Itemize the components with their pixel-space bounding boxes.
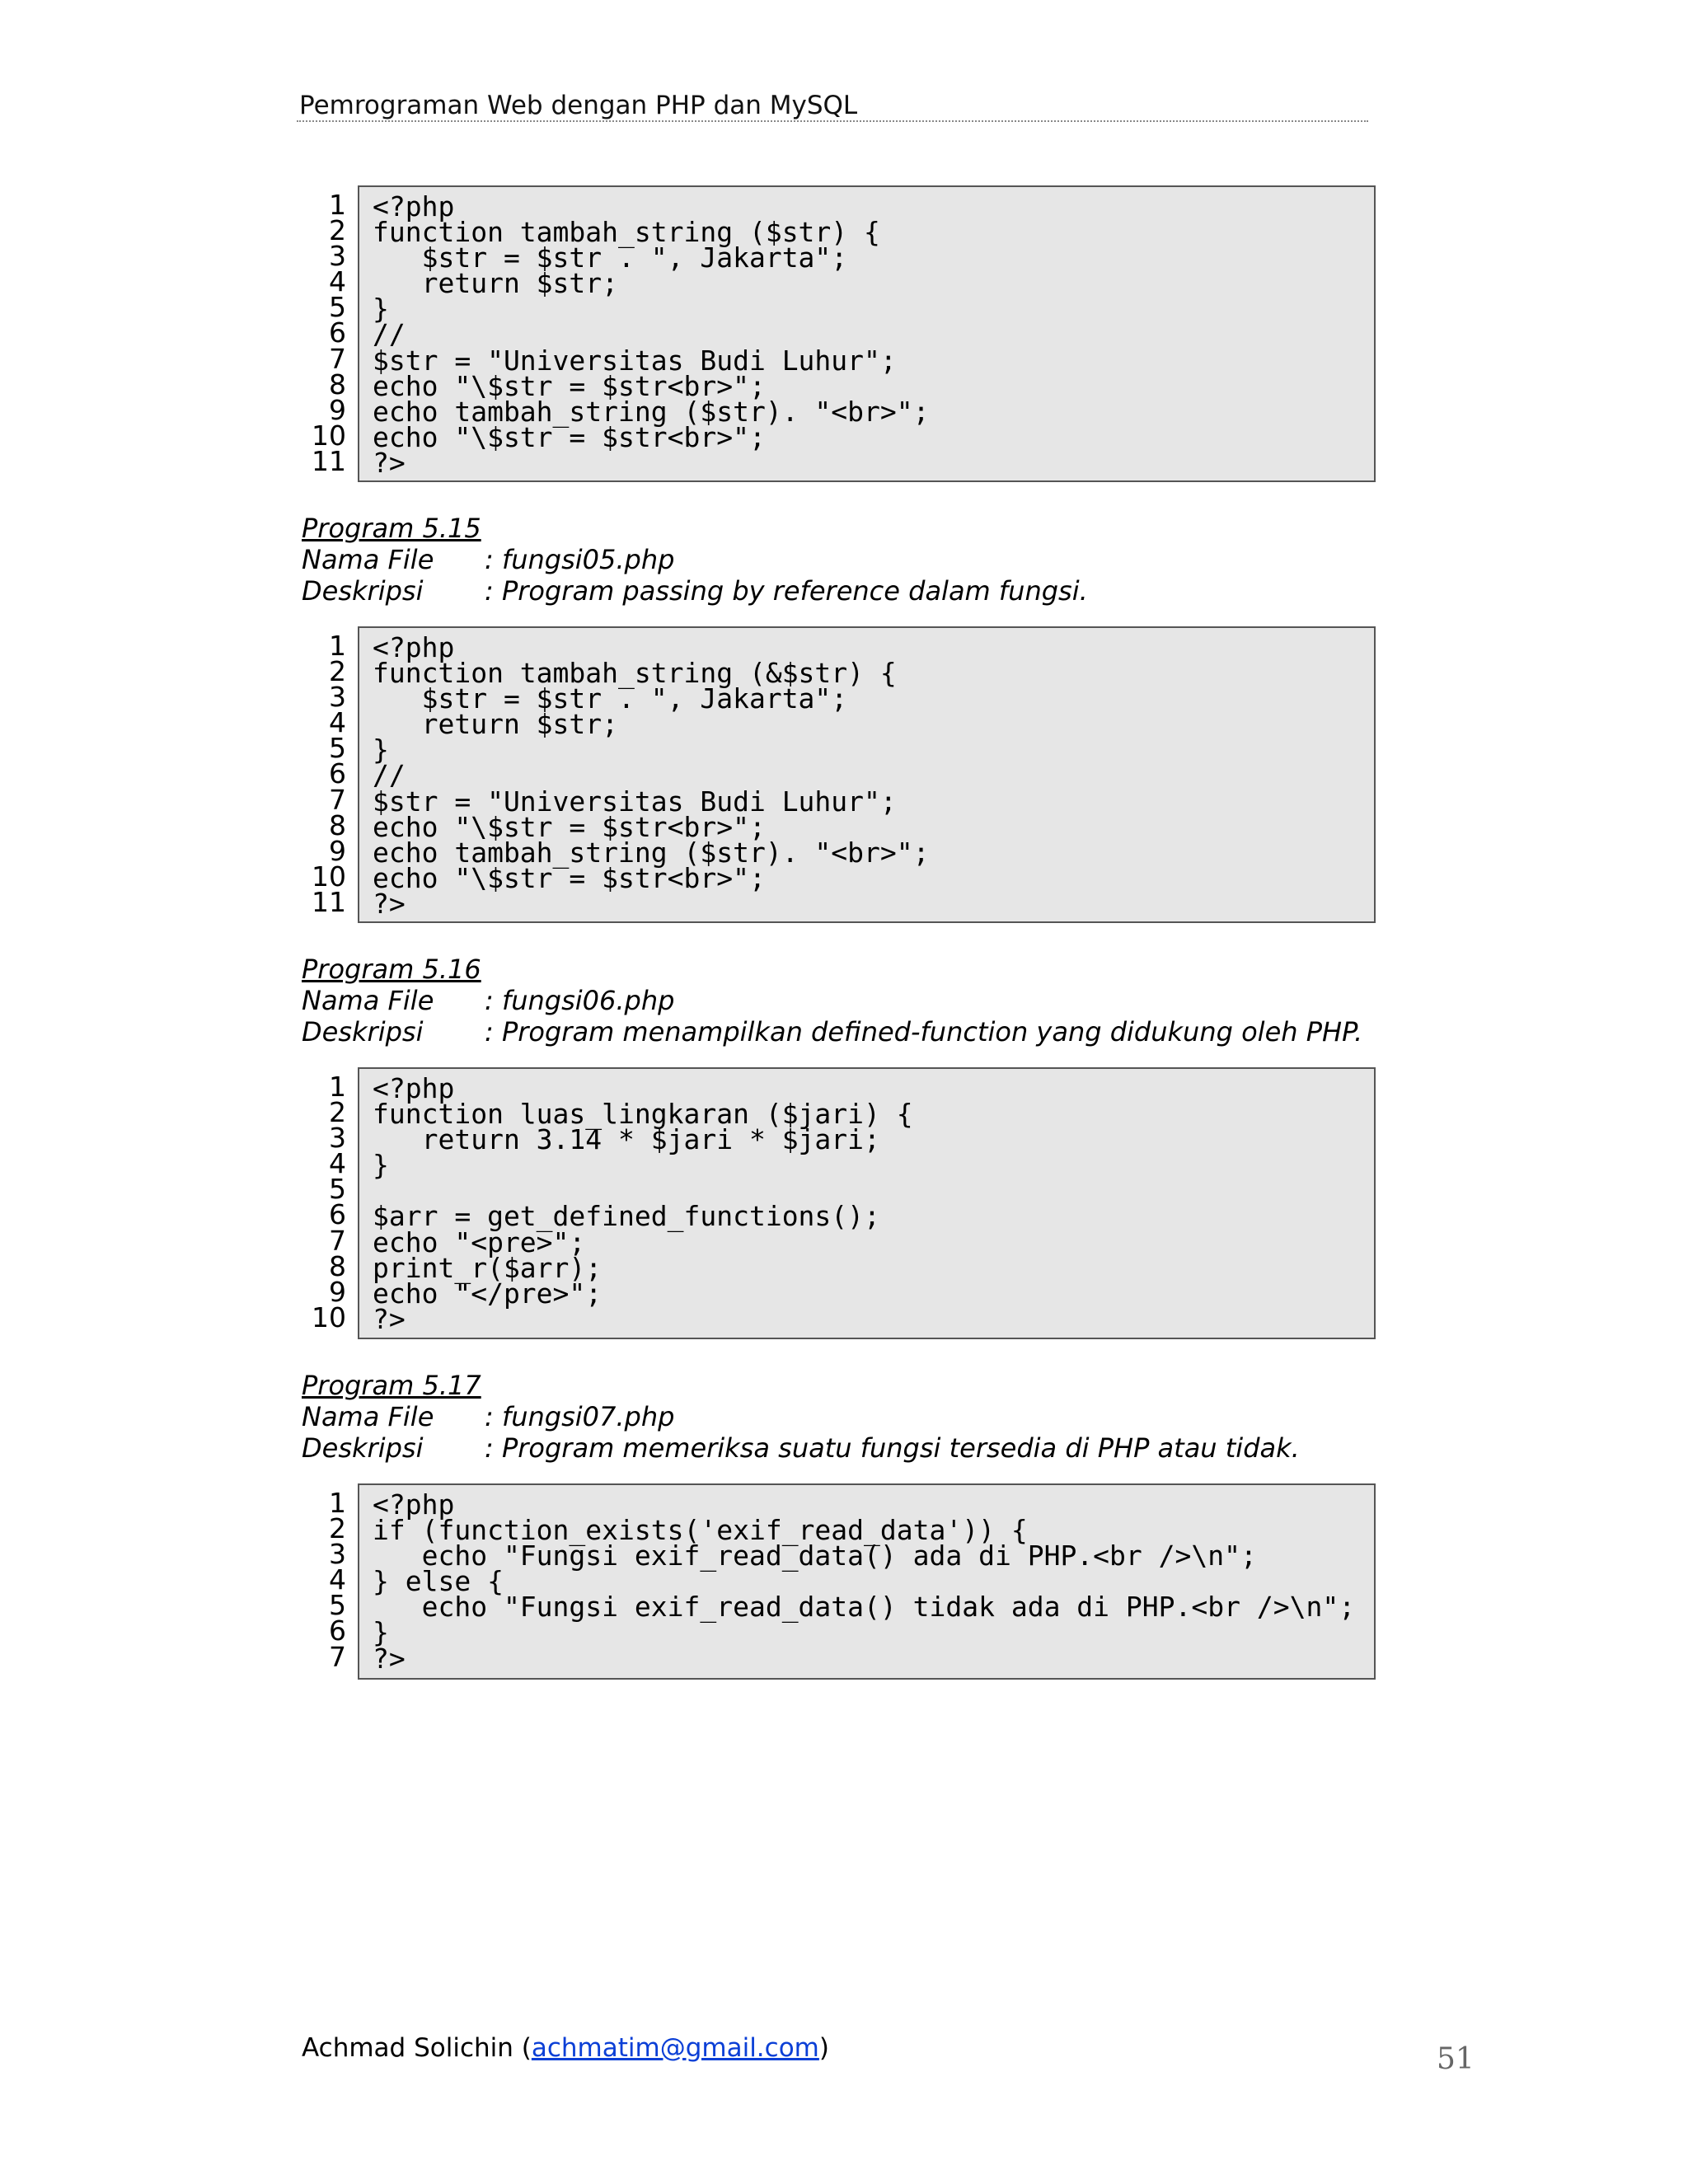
code-lines xyxy=(373,628,1374,920)
code-line: echo tambah_string ($str). "<br>"; xyxy=(373,836,930,869)
file-row xyxy=(302,1401,1300,1432)
file-label: Nama File xyxy=(302,1401,434,1432)
line-number: 4 xyxy=(329,265,346,298)
line-number: 6 xyxy=(329,316,346,349)
line-number: 5 xyxy=(329,1173,346,1206)
code-line: <?php xyxy=(373,631,455,663)
line-number: 1 xyxy=(329,1071,346,1103)
line-number: 4 xyxy=(329,706,346,739)
line-number: 4 xyxy=(329,1147,346,1180)
line-number: 2 xyxy=(329,1512,346,1545)
line-number: 2 xyxy=(329,214,346,247)
code-line: function luas_lingkaran ($jari) { xyxy=(373,1098,913,1131)
line-number: 3 xyxy=(329,1538,346,1571)
program-title: Program 5.15 xyxy=(302,513,481,544)
file-value: : fungsi05.php xyxy=(485,544,675,575)
line-number: 11 xyxy=(312,885,346,918)
program-title: Program 5.17 xyxy=(302,1370,481,1401)
line-number: 10 xyxy=(312,860,346,893)
description-row xyxy=(302,1016,1362,1047)
line-number: 5 xyxy=(329,291,346,324)
code-line: } xyxy=(373,733,389,766)
code-line: echo "<pre>"; xyxy=(373,1226,586,1258)
code-line: } else { xyxy=(373,1565,504,1598)
code-line: echo "Fungsi exif_read_data() ada di PHP.<br />\n"; xyxy=(373,1540,1257,1572)
line-number: 6 xyxy=(329,1198,346,1231)
line-number: 2 xyxy=(329,655,346,688)
program-meta-5-17 xyxy=(302,1370,1300,1464)
line-number: 6 xyxy=(329,1615,346,1647)
line-number: 8 xyxy=(329,808,346,841)
footer-close-paren: ) xyxy=(818,2033,829,2063)
code-line: return 3.14 * $jari * $jari; xyxy=(373,1123,880,1156)
code-line: ?> xyxy=(373,1302,406,1335)
line-number: 3 xyxy=(329,681,346,714)
code-line: } xyxy=(373,1149,389,1182)
code-line: $str = $str . ", Jakarta"; xyxy=(373,682,848,715)
file-row xyxy=(302,985,1362,1016)
code-line: echo "\$str = $str<br>"; xyxy=(373,369,766,402)
code-line: $arr = get_defined_functions(); xyxy=(373,1200,880,1233)
code-block-2 xyxy=(305,626,1379,923)
line-number: 3 xyxy=(329,1122,346,1155)
code-line: } xyxy=(373,293,389,326)
page-header-title: Pemrograman Web dengan PHP dan MySQL xyxy=(299,91,858,120)
program-meta-5-15 xyxy=(302,513,1088,607)
code-box xyxy=(358,626,1376,923)
code-line: echo "\$str = $str<br>"; xyxy=(373,861,766,894)
code-box xyxy=(358,1483,1376,1680)
description-label: Deskripsi xyxy=(302,575,424,607)
code-block-3 xyxy=(305,1067,1379,1339)
code-lines xyxy=(373,1485,1374,1675)
description-row xyxy=(302,1432,1300,1464)
description-label: Deskripsi xyxy=(302,1016,424,1047)
code-line: function tambah_string (&$str) { xyxy=(373,657,897,690)
code-line: print_r($arr); xyxy=(373,1251,603,1284)
code-line: $str = "Universitas Budi Luhur"; xyxy=(373,785,897,818)
code-line: $str = "Universitas Budi Luhur"; xyxy=(373,344,897,377)
code-line: // xyxy=(373,318,406,351)
line-number: 7 xyxy=(329,783,346,816)
line-number: 9 xyxy=(329,834,346,867)
line-number: 7 xyxy=(329,1640,346,1673)
code-lines xyxy=(373,1069,1374,1335)
footer xyxy=(302,2032,829,2064)
code-line: } xyxy=(373,1616,389,1649)
line-numbers xyxy=(305,189,346,477)
code-line: echo "\$str = $str<br>"; xyxy=(373,420,766,453)
page-number: 51 xyxy=(1437,2042,1475,2076)
file-label: Nama File xyxy=(302,544,434,575)
code-line: echo "\$str = $str<br>"; xyxy=(373,810,766,843)
code-line: ?> xyxy=(373,1642,406,1675)
author-email-link[interactable]: achmatim@gmail.com xyxy=(531,2033,819,2063)
line-numbers xyxy=(305,630,346,918)
code-line: $str = $str . ", Jakarta"; xyxy=(373,241,848,274)
code-line: ?> xyxy=(373,887,406,920)
code-block-4 xyxy=(305,1483,1379,1680)
line-number: 1 xyxy=(329,630,346,662)
code-line: echo tambah_string ($str). "<br>"; xyxy=(373,395,930,428)
file-row xyxy=(302,544,1088,575)
line-number: 5 xyxy=(329,1589,346,1622)
program-meta-5-16 xyxy=(302,954,1362,1047)
code-line: <?php xyxy=(373,1488,455,1521)
line-number: 5 xyxy=(329,732,346,765)
code-line: <?php xyxy=(373,1072,455,1104)
code-line: return $str; xyxy=(373,267,619,300)
file-value: : fungsi07.php xyxy=(485,1401,675,1432)
description-value: : Program passing by reference dalam fungsi. xyxy=(485,575,1088,607)
code-lines xyxy=(373,187,1374,479)
line-numbers xyxy=(305,1071,346,1333)
description-label: Deskripsi xyxy=(302,1432,424,1464)
line-number: 9 xyxy=(329,1275,346,1308)
line-number: 2 xyxy=(329,1096,346,1129)
line-number: 10 xyxy=(312,419,346,452)
code-line: return $str; xyxy=(373,708,619,741)
line-number: 1 xyxy=(329,189,346,221)
footer-author: Achmad Solichin ( xyxy=(302,2033,532,2063)
file-value: : fungsi06.php xyxy=(485,985,675,1016)
line-number: 1 xyxy=(329,1487,346,1519)
code-line: echo "</pre>"; xyxy=(373,1277,603,1310)
code-box xyxy=(358,1067,1376,1339)
description-row xyxy=(302,575,1088,607)
code-box xyxy=(358,185,1376,482)
line-number: 6 xyxy=(329,757,346,790)
line-numbers xyxy=(305,1487,346,1673)
line-number: 11 xyxy=(312,444,346,477)
header-divider xyxy=(297,120,1368,122)
line-number: 7 xyxy=(329,342,346,375)
code-line: echo "Fungsi exif_read_data() tidak ada di PHP.<br />\n"; xyxy=(373,1591,1356,1624)
line-number: 4 xyxy=(329,1563,346,1596)
file-label: Nama File xyxy=(302,985,434,1016)
line-number: 8 xyxy=(329,368,346,401)
code-line: <?php xyxy=(373,190,455,223)
program-title: Program 5.16 xyxy=(302,954,481,985)
description-value: : Program memeriksa suatu fungsi tersedia di PHP atau tidak. xyxy=(485,1432,1300,1464)
code-line: // xyxy=(373,759,406,792)
line-number: 9 xyxy=(329,393,346,426)
line-number: 10 xyxy=(312,1301,346,1333)
line-number: 3 xyxy=(329,240,346,273)
code-line: ?> xyxy=(373,446,406,479)
code-line: function tambah_string ($str) { xyxy=(373,216,880,249)
line-number: 7 xyxy=(329,1224,346,1257)
description-value: : Program menampilkan defined-function yang didukung oleh PHP. xyxy=(485,1016,1363,1047)
code-block-1 xyxy=(305,185,1379,482)
code-line: if (function_exists('exif_read_data')) { xyxy=(373,1514,1028,1547)
line-number: 8 xyxy=(329,1249,346,1282)
